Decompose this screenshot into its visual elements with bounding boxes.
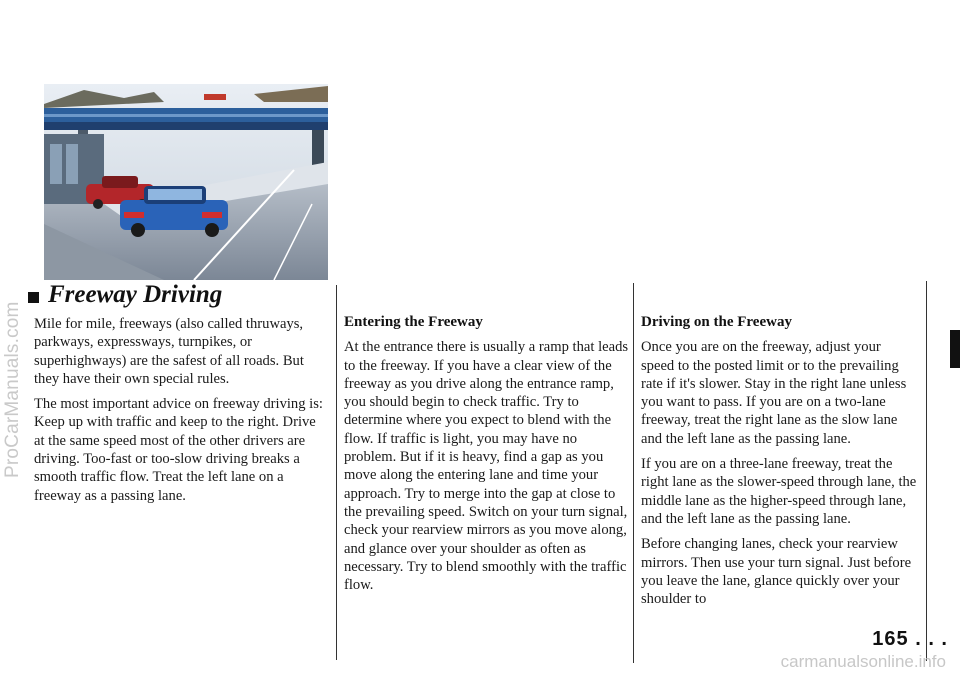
watermark-left: ProCarManuals.com <box>2 301 23 479</box>
entering-paragraph: At the entrance there is usually a ramp that leads to the freeway. If you have a clear view of the freeway as you drive along the entrance ramp, you should begin to check traffic. Try to determine where you expect to blend with the flow. If traffic is light, you may have no problem. But if it is heavy, find a gap as you move along the entering lane and time your approach. Try to merge into the gap at close to the prevailing speed. Switch on your turn signal, check your rearview mirrors as you move along, and glance over your shoulder as often as necessary. Try to blend smoothly with the traffic flow. <box>344 339 629 594</box>
column-divider <box>926 281 927 661</box>
column-divider <box>633 283 634 663</box>
column-divider <box>336 285 337 660</box>
intro-column <box>34 315 326 512</box>
entering-column <box>344 313 630 601</box>
bullet-square-icon <box>28 292 39 303</box>
page-number: 165 . . . <box>872 628 948 650</box>
watermark-bottom: carmanualsonline.info <box>780 652 946 671</box>
section-title-text: Freeway Driving <box>48 281 223 308</box>
intro-paragraph: Mile for mile, freeways (also called thruways, parkways, expressways, turnpikes, or superhighways) are the safest of all roads. But they have their own special rules. <box>34 316 304 387</box>
intro-paragraph: The most important advice on freeway driving is: Keep up with traffic and keep to the right. Drive at the same speed most of the other drivers are driving. Too-fast or too-slow driving breaks a smooth traffic flow. Treat the left lane on a freeway as a passing lane. <box>34 396 323 504</box>
section-edge-tab <box>950 330 960 368</box>
driving-on-paragraph: Before changing lanes, check your rearview mirrors. Then use your turn signal. Just before you leave the lane, glance quickly over your shoulder to <box>641 536 912 608</box>
entering-heading: Entering the Freeway <box>344 314 483 330</box>
driving-on-column <box>641 313 917 615</box>
driving-on-paragraph: If you are on a three-lane freeway, treat the right lane as the slower-speed through lane, the middle lane as the higher-speed through lane, and the left lane as the passing lane. <box>641 456 917 527</box>
driving-on-heading: Driving on the Freeway <box>641 314 792 330</box>
driving-on-paragraph: Once you are on the freeway, adjust your speed to the posted limit or to the prevailing rate if it's slower. Stay in the right lane unless you want to pass. If you are on a two-lane freeway, treat the right lane as the slow lane and the left lane as the passing lane. <box>641 339 907 447</box>
freeway-illustration <box>44 84 328 280</box>
section-title <box>28 281 222 309</box>
